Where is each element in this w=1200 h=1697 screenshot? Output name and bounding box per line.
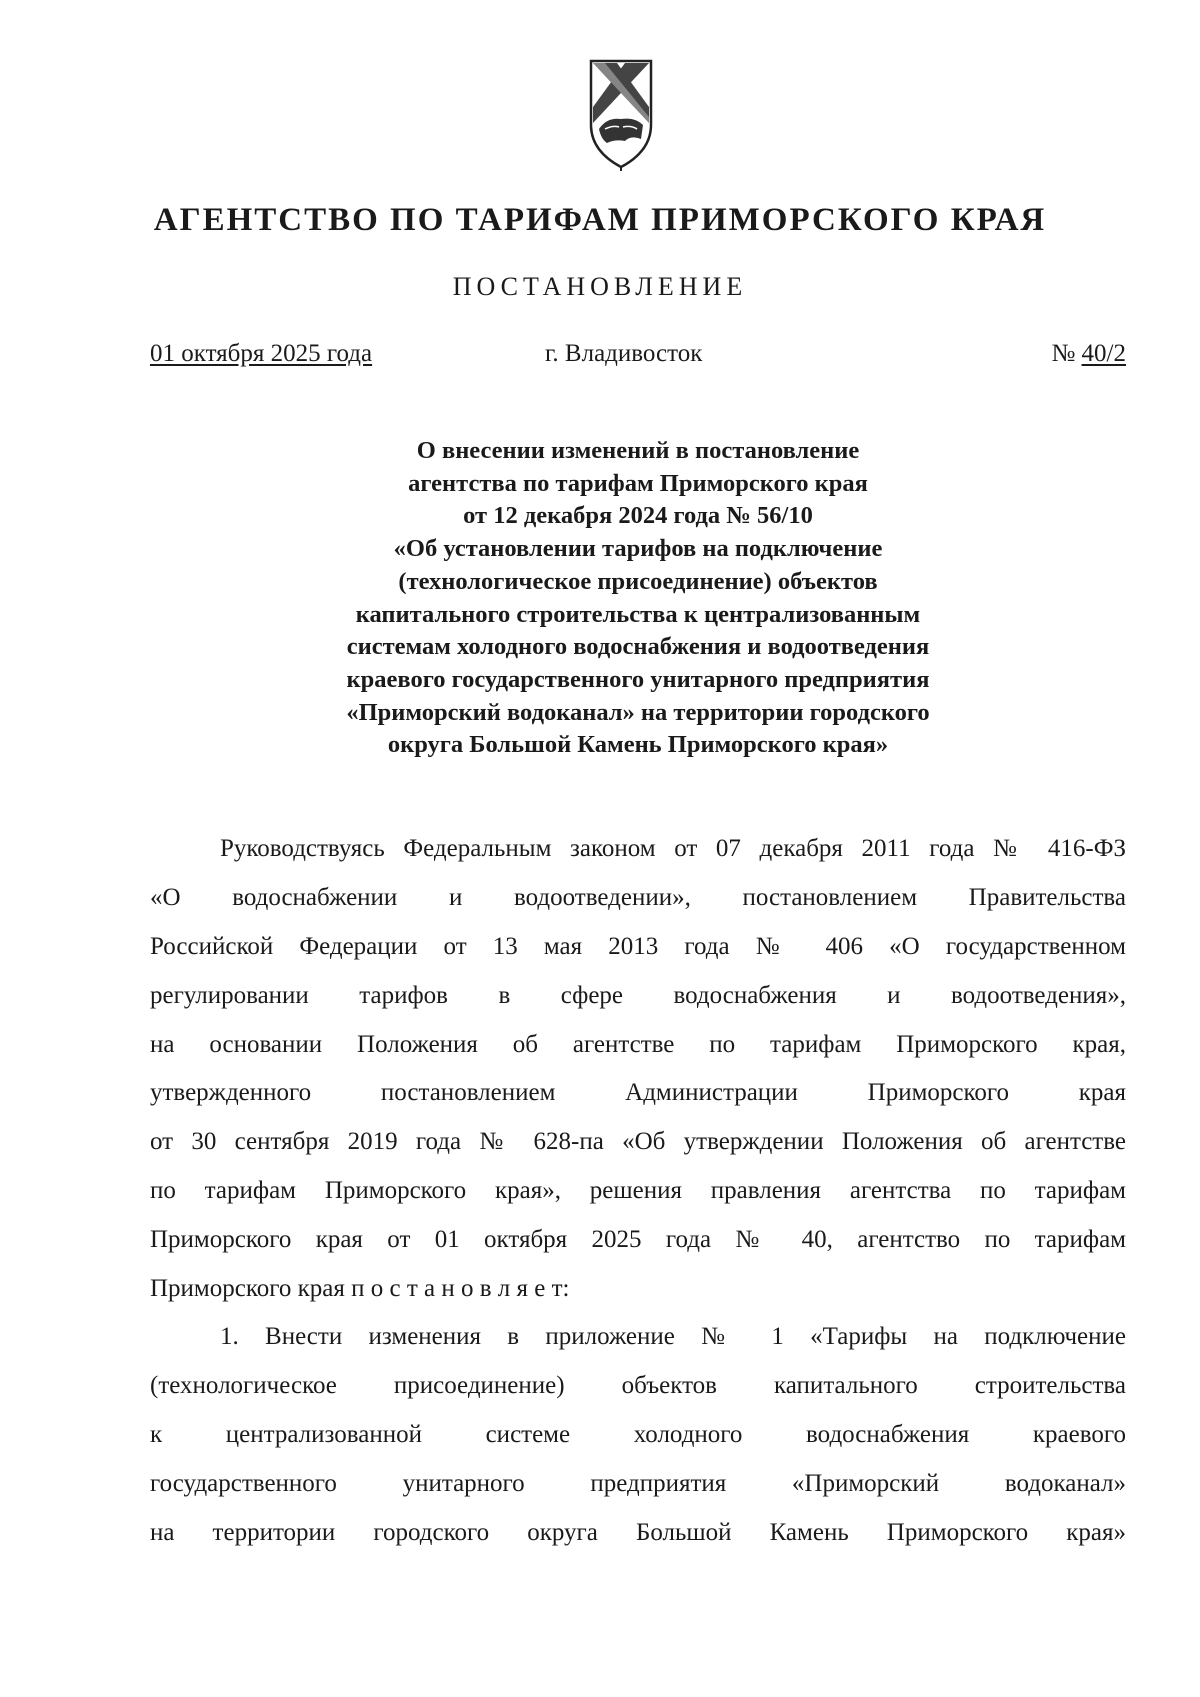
document-number-prefix: № [1051,340,1082,367]
item-1-line: (технологическое присоединение) объектов капитального строительства [150,1371,1126,1399]
title-line: округа Большой Камень Приморского края» [387,731,889,759]
preamble-line: на основании Положения об агентстве по тарифам Приморского края, [150,1030,1126,1058]
item-1-line: на территории городского округа Большой Камень Приморского края» [150,1518,1126,1546]
document-city: г. Владивосток [545,340,703,367]
document-meta-row [150,337,1126,371]
coat-of-arms-icon [585,55,657,173]
preamble-line: Приморского края от 01 октября 2025 года № 40, агентство по тарифам [150,1226,1126,1254]
preamble-paragraph [150,825,1126,1314]
preamble-line: Российской Федерации от 13 мая 2013 года № 406 «О государственном [150,932,1126,960]
item-1-paragraph [150,1313,1126,1557]
document-title [150,435,1126,762]
preamble-line: «О водоснабжении и водоотведении», постановлением Правительства [150,883,1126,911]
preamble-line: по тарифам Приморского края», решения правления агентства по тарифам [150,1177,1126,1205]
preamble-line: регулировании тарифов в сфере водоснабжения и водоотведения», [150,981,1126,1009]
resolves-keyword: п о с т а н о в л я е т: [351,1275,570,1303]
preamble-line: от 30 сентября 2019 года № 628-па «Об утверждении Положения об агентстве [150,1128,1126,1156]
document-date: 01 октября 2025 года [150,340,373,367]
document-number-value: 40/2 [1081,340,1126,367]
item-1-line: к централизованной системе холодного водоснабжения краевого [150,1420,1126,1448]
title-line: агентства по тарифам Приморского края [408,469,868,497]
document-type: ПОСТАНОВЛЕНИЕ [452,272,748,301]
preamble-last-line [150,1265,1126,1314]
title-line: «Об установлении тарифов на подключение [393,535,883,563]
title-line: капитального строительства к централизованным [355,600,921,628]
preamble-line: Руководствуясь Федеральным законом от 07 декабря 2011 года № 416-ФЗ [220,835,1126,862]
item-1-line: 1. Внести изменения в приложение № 1 «Тарифы на подключение [220,1323,1126,1350]
preamble-line: утвержденного постановлением Администрации Приморского края [150,1079,1126,1107]
title-line: от 12 декабря 2024 года № 56/10 [463,502,813,530]
title-line: «Приморский водоканал» на территории городского [346,698,930,726]
document-number [1051,337,1126,371]
title-line: (технологическое присоединение) объектов [398,567,878,595]
title-line: краевого государственного унитарного предприятия [346,665,930,693]
title-line: О внесении изменений в постановление [416,437,860,464]
title-line: системам холодного водоснабжения и водоотведения [346,633,930,661]
agency-name: АГЕНТСТВО ПО ТАРИФАМ ПРИМОРСКОГО КРАЯ [153,202,1047,238]
item-1-line: государственного унитарного предприятия «Приморский водоканал» [150,1469,1126,1497]
preamble-last-line-start: Приморского края [150,1275,352,1303]
